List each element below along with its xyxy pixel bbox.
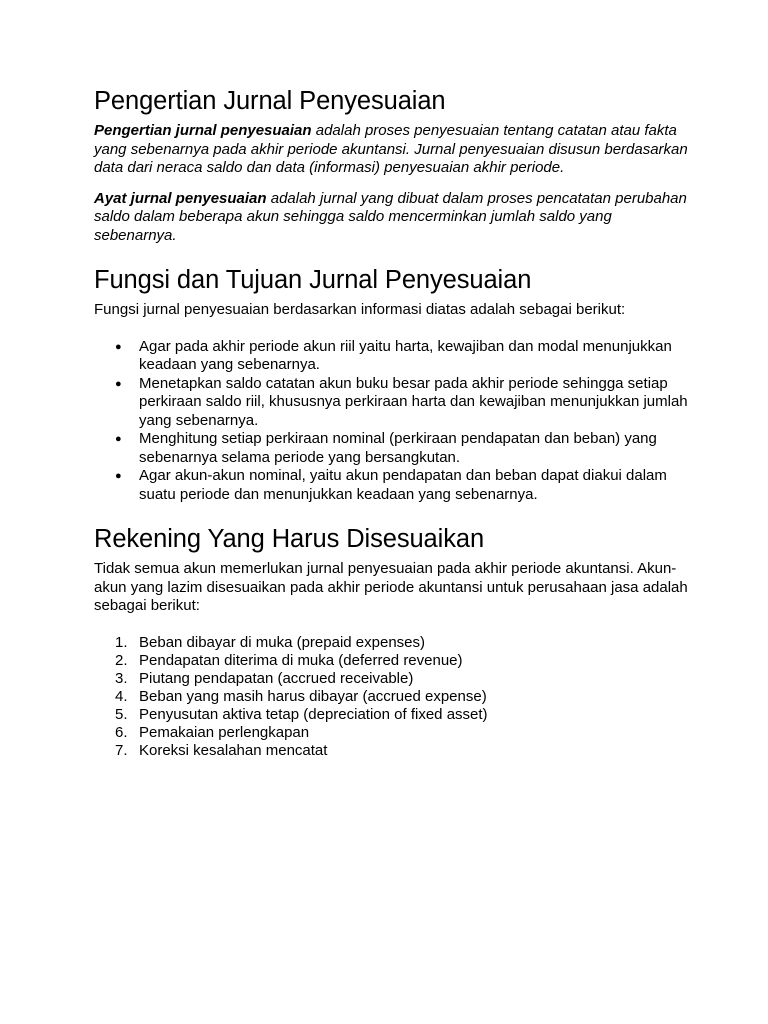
list-item (94, 338, 694, 375)
list-item (94, 430, 694, 467)
bullet-icon: ● (115, 470, 122, 482)
list-item (94, 706, 694, 724)
list-item-text: Menghitung setiap perkiraan nominal (perkiraan pendapatan dan beban) yang sebenarnya selama periode yang bersangkutan. (139, 430, 657, 466)
list-item-text: Penyusutan aktiva tetap (depreciation of fixed asset) (139, 705, 488, 723)
bullet-icon: ● (115, 433, 122, 445)
paragraph-pengertian (94, 122, 694, 178)
rekening-list (94, 634, 694, 760)
document-page (94, 86, 694, 760)
list-item (94, 652, 694, 670)
list-item-text: Pemakaian perlengkapan (139, 723, 310, 741)
list-item (94, 688, 694, 706)
list-item (94, 670, 694, 688)
bullet-icon: ● (115, 377, 122, 390)
heading-pengertian: Pengertian Jurnal Penyesuaian (94, 87, 446, 115)
list-item (94, 375, 694, 431)
list-item (94, 724, 694, 742)
bullet-icon: ● (115, 340, 122, 353)
fungsi-list (94, 338, 694, 505)
list-item-text: Koreksi kesalahan mencatat (139, 741, 328, 759)
definition-ayat: adalah jurnal yang dibuat dalam proses pencatatan perubahan saldo dalam beberapa akun sehingga saldo mencerminkan jumlah saldo yang sebenarnya. (94, 189, 687, 244)
list-item (94, 467, 694, 504)
list-item-text: Menetapkan saldo catatan akun buku besar pada akhir periode sehingga setiap perkiraan saldo riil, khususnya perkiraan harta dan kewajiban menunjukkan jumlah yang sebenarnya. (139, 374, 688, 429)
list-number: 6. (115, 723, 128, 741)
list-number: 7. (115, 741, 128, 759)
list-item-text: Agar akun-akun nominal, yaitu akun pendapatan dan beban dapat diakui dalam suatu periode dan menunjukkan keadaan yang sebenarnya. (139, 467, 667, 503)
list-item-text: Pendapatan diterima di muka (deferred revenue) (139, 651, 463, 669)
term-ayat: Ayat jurnal penyesuaian (94, 189, 267, 207)
definition-pengertian: adalah proses penyesuaian tentang catatan atau fakta yang sebenarnya pada akhir periode akuntansi. Jurnal penyesuaian disusun berdasarkan data dari neraca saldo dan data (informasi) penyesuaian akhir periode. (94, 122, 688, 176)
list-item-text: Beban yang masih harus dibayar (accrued expense) (139, 687, 487, 705)
list-item-text: Agar pada akhir periode akun riil yaitu harta, kewajiban dan modal menunjukkan keadaan yang sebenarnya. (139, 337, 672, 373)
paragraph-rekening-intro: Tidak semua akun memerlukan jurnal penyesuaian pada akhir periode akuntansi. Akun-akun yang lazim disesuaikan pada akhir periode akuntansi untuk perusahaan jasa adalah sebagai berikut: (94, 560, 688, 614)
paragraph-fungsi-intro: Fungsi jurnal penyesuaian berdasarkan informasi diatas adalah sebagai berikut: (94, 301, 626, 318)
list-number: 2. (115, 651, 128, 669)
list-item (94, 634, 694, 652)
list-number: 5. (115, 705, 128, 723)
list-number: 1. (115, 633, 128, 651)
list-item-text: Beban dibayar di muka (prepaid expenses) (139, 633, 426, 651)
paragraph-ayat (94, 190, 694, 246)
list-item (94, 742, 694, 760)
term-pengertian: Pengertian jurnal penyesuaian (94, 122, 312, 139)
heading-rekening: Rekening Yang Harus Disesuaikan (94, 525, 485, 553)
list-number: 3. (115, 669, 128, 687)
heading-fungsi: Fungsi dan Tujuan Jurnal Penyesuaian (94, 266, 532, 294)
list-number: 4. (115, 687, 128, 705)
list-item-text: Piutang pendapatan (accrued receivable) (139, 669, 414, 687)
